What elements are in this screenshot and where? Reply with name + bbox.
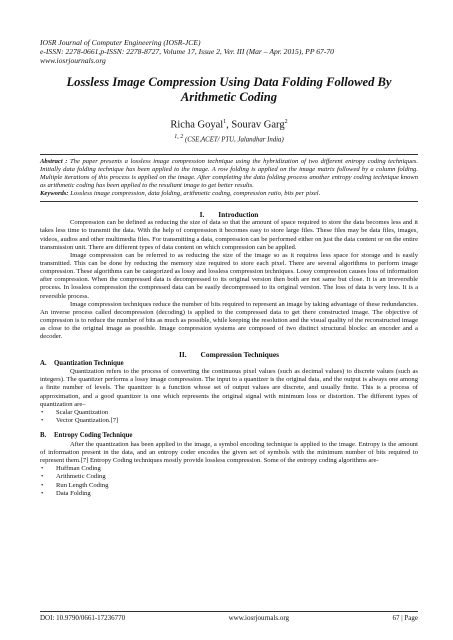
journal-header: [40, 38, 418, 65]
author-1-sup: 1: [223, 119, 227, 125]
keywords-text: Lossless image compression, data folding, arithmetic coding, compression ratio, bits per pixel.: [68, 190, 321, 198]
list-item: [40, 409, 418, 417]
subsection-b-title: Entropy Coding Technique: [54, 432, 133, 440]
intro-paragraph-2: Image compression can be referred to as reducing the size of the image so as it requires less space for storage and is easily transmitted. This can be done by reducing the memory size required to store each pixel. There are several algorithms to perform image compression. These algorithms can be categorized as lossy and lossless compression techniques. Lossy compression causes loss of information after compression. When the compressed data is decompressed to its original version then both are not same but close. It is an irreversible process. In lossless compression the compressed data can be easily decompressed to its original version. The loss of data is very less. It is a reversible process.: [40, 251, 418, 300]
list-item-text: Arithmetic Coding: [56, 473, 106, 481]
author-2-sup: 2: [284, 119, 288, 125]
bullet-icon: •: [41, 408, 44, 416]
section-2-heading: [40, 350, 418, 359]
list-item-text: Run Length Coding: [56, 481, 109, 489]
intro-paragraph-3: Image compression techniques reduce the number of bits required to represent an image by taking advantage of these redundancies. An inverse process called decompression (decoding) is applied to the compressed data to get there constructed image. The objective of compression is to reduce the number of bits as much as possible, while keeping the resolution and the visual quality of the reconstructed image as close to the original image as possible. Image compression systems are composed of two distinct structural blocks: an encoder and a decoder.: [40, 300, 418, 341]
quantization-list: [40, 409, 418, 425]
paper-title: Lossless Image Compression Using Data Folding Followed By Arithmetic Coding: [66, 75, 392, 104]
list-item: [40, 490, 418, 498]
bullet-icon: •: [41, 465, 44, 473]
list-item-text: Data Folding: [56, 489, 91, 497]
abstract-body: [40, 158, 418, 190]
section-2-number: II.: [178, 349, 187, 359]
bullet-icon: •: [41, 489, 44, 497]
journal-site: www.iosrjournals.org: [40, 56, 106, 65]
section-1-title: Introduction: [218, 210, 259, 220]
intro-paragraph-1: Compression can be defined as reducing the size of data so that the amount of space required to store the data becomes less and it takes less time to transmit the data. With the help of compression it becomes easy to store large files. These files may be data files, images, videos, audios and other multimedia files. For transmitting a data, compression can be performed either on just the data content or on the entire transmission unit. There are different types of data content on which compression can be applied.: [40, 219, 418, 251]
subsection-a-heading: [40, 360, 418, 369]
list-item-text: Vector Quantization.[7]: [56, 417, 119, 425]
keywords: [40, 190, 418, 198]
keywords-label: Keywords:: [40, 190, 69, 198]
author-separator: ,: [226, 119, 232, 131]
footer-site: www.iosrjournals.org: [228, 614, 290, 622]
affiliation-text: (CSE,ACET/ PTU, Jalandhar India): [184, 135, 284, 143]
subsection-b-heading: [40, 432, 418, 441]
list-item-text: Huffman Coding: [56, 465, 101, 473]
list-item-text: Scalar Quantization: [56, 408, 109, 416]
journal-name: IOSR Journal of Computer Engineering (IOSR-JCE): [40, 38, 201, 47]
footer-page-number: 67 | Page: [392, 614, 418, 622]
affiliation-sup: 1, 2: [174, 133, 184, 140]
affiliation: [40, 133, 418, 144]
footer-divider: [40, 611, 418, 612]
abstract-box: [40, 154, 418, 202]
author-1: Richa Goyal: [170, 119, 224, 131]
abstract-label: Abstract :: [40, 157, 68, 165]
list-item: [40, 417, 418, 425]
journal-issn: e-ISSN: 2278-0661,p-ISSN: 2278-8727, Volume 17, Issue 2, Ver. III (Mar – Apr. 2015), PP 67-70: [40, 47, 334, 56]
section-2-title: Compression Techniques: [200, 349, 280, 359]
footer-doi: DOI: 10.9790/0661-17236770: [40, 614, 126, 622]
entropy-paragraph: After the quantization has been applied to the image, a symbol encoding technique is applied to the image. Entropy is the amount of information present in the data, and an entropy coder encodes the given set of symbols with the minimum number of bits required to represent them.[7] Entropy Coding techniques mostly provide lossless compression. Some of the entropy coding algorithms are-: [40, 440, 418, 465]
list-item: [40, 473, 418, 481]
section-1-number: I.: [199, 210, 205, 220]
abstract-text: The paper presents a lossless image compression technique using the hybridization of two different entropy coding techniques. Initially data folding technique has been applied to the image. A row folding is applied on the image matrix followed by a column folding. Multiple iterations of this process is applied on the image. After completing the data folding process another entropy coding technique known as arithmetic coding has been applied to the resultant image to get better results.: [40, 157, 419, 190]
bullet-icon: •: [41, 481, 44, 489]
page-footer: [40, 614, 418, 622]
subsection-b-letter: B.: [40, 432, 47, 440]
bullet-icon: •: [41, 473, 44, 481]
author-2: Sourav Garg: [231, 119, 285, 131]
bullet-icon: •: [41, 417, 44, 425]
entropy-list: [40, 465, 418, 498]
subsection-a-letter: A.: [40, 359, 47, 367]
quantization-paragraph: Quantization refers to the process of converting the continuous pixel values (such as decimal values) to discrete values (such as integers). The quantizer performs a lossy image compression. The input to a quantizer is the original data, and the output is always one among a finite number of levels. The quantizer is a function whose set of output values are discrete, and usually finite. This is a process of approximation, and a good quantizer is one which represents the original signal with minimum loss or distortion. The different types of quantization are–: [40, 368, 418, 408]
section-1-heading: [40, 210, 418, 219]
author-line: [40, 116, 418, 132]
list-item: [40, 482, 418, 490]
list-item: [40, 465, 418, 473]
subsection-a-title: Quantization Technique: [54, 359, 124, 367]
